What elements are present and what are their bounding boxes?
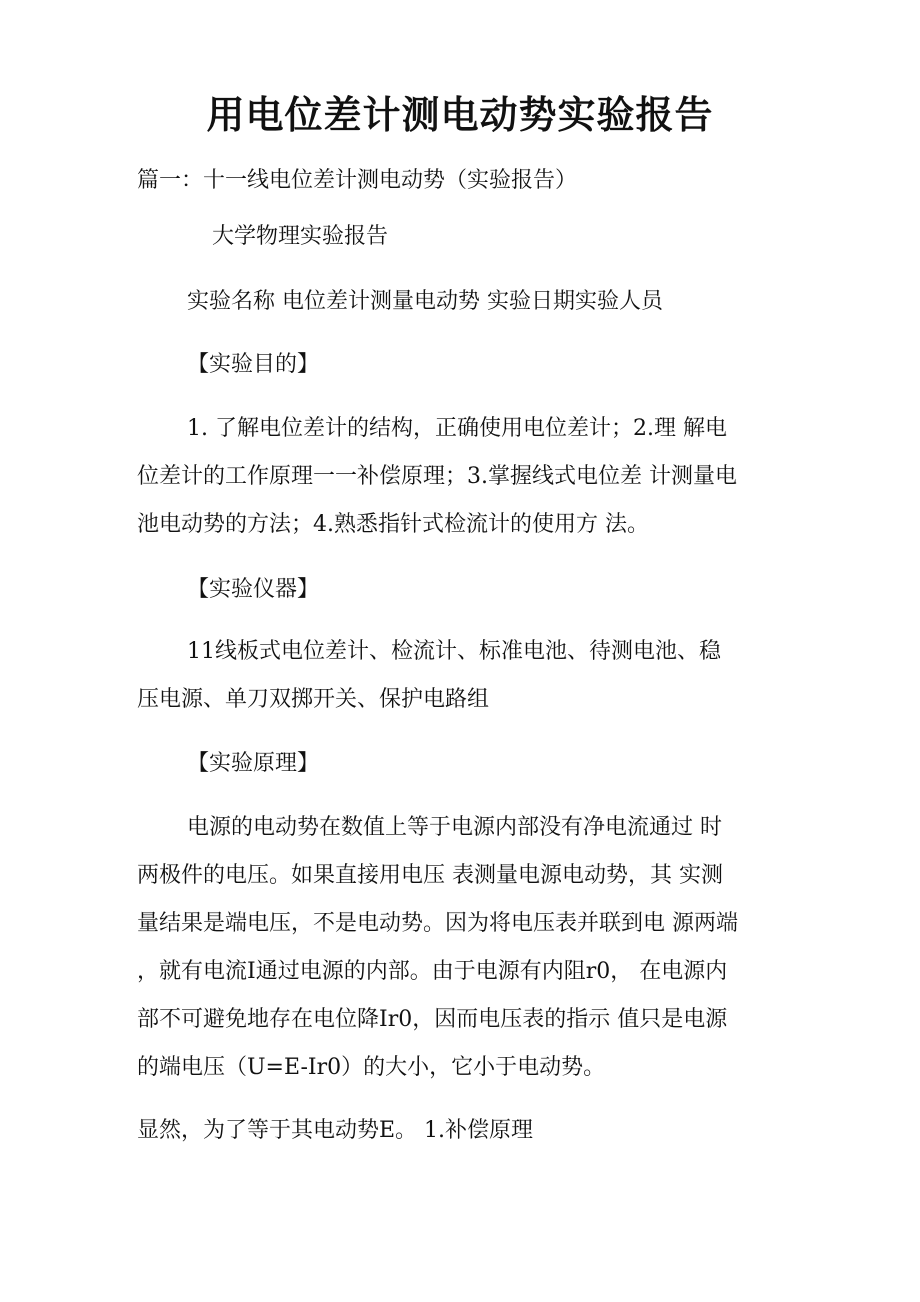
purpose-paragraph [137,405,807,549]
document-title: 用电位差计测电动势实验报告 [206,93,714,137]
chapter-heading: 篇一：十一线电位差计测电动势（实验报告） [137,168,578,193]
purpose-line: 池电动势的方法；4.熟悉指针式检流计的使用方 法。 [137,512,649,537]
purpose-heading: 【实验目的】 [187,352,320,377]
instruments-line: 11线板式电位差计、检流计、标准电池、待测电池、稳 [187,639,721,664]
closing-line: 显然，为了等于其电动势E。 1.补偿原理 [137,1118,534,1143]
principle-heading: 【实验原理】 [187,751,320,776]
report-subtitle: 大学物理实验报告 [212,224,389,249]
principle-line: 两极件的电压。如果直接用电压 表测量电源电动势，其 实测 [137,863,723,888]
principle-line: 部不可避免地存在电位降Ir0，因而电压表的指示 值只是电源 [137,1007,728,1032]
principle-paragraph [137,804,807,1092]
principle-line: 的端电压（U=E-Ir0）的大小，它小于电动势。 [137,1055,606,1080]
principle-line: 量结果是端电压，不是电动势。因为将电压表并联到电 源两端 [137,911,738,936]
instruments-line: 压电源、单刀双掷开关、保护电路组 [137,687,490,712]
instruments-heading: 【实验仪器】 [187,577,320,602]
experiment-info-line: 实验名称 电位差计测量电动势 实验日期实验人员 [187,289,663,314]
purpose-line: 1. 了解电位差计的结构，正确使用电位差计；2.理 解电 [187,416,727,441]
principle-line: ，就有电流I通过电源的内部。由于电源有内阻r0， 在电源内 [137,959,728,984]
principle-line: 电源的电动势在数值上等于电源内部没有净电流通过 时 [187,815,722,840]
purpose-line: 位差计的工作原理一一补偿原理；3.掌握线式电位差 计测量电 [137,464,737,489]
instruments-paragraph [137,628,807,724]
